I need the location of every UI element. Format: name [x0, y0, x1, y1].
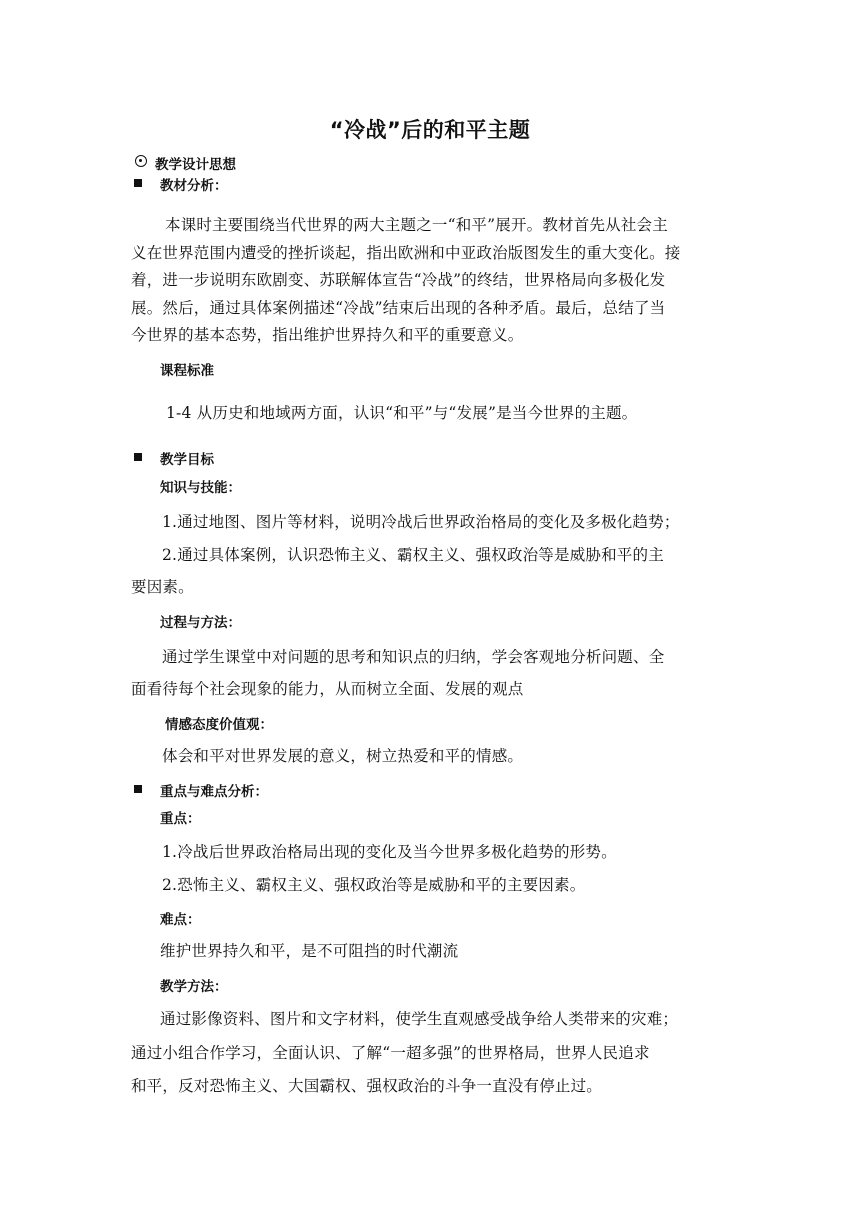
method-line-1: 通过影像资料、图片和文字材料，使学生直观感受战争给人类带来的灾难；: [160, 1010, 679, 1028]
process-line-2: 面看待每个社会现象的能力，从而树立全面、发展的观点: [131, 680, 524, 698]
key-label: 重点：: [160, 811, 201, 827]
material-label: 教材分析：: [160, 178, 228, 194]
emotion-label: 情感态度价值观：: [165, 717, 273, 733]
standard-label: 课程标准: [160, 363, 214, 379]
method-line-2: 通过小组合作学习，全面认识、了解“一超多强”的世界格局，世界人民追求: [131, 1044, 650, 1062]
emotion-text: 体会和平对世界发展的意义，树立热爱和平的情感。: [162, 747, 524, 765]
square-bullet-icon: [134, 179, 142, 187]
knowledge-line-1: 1.通过地图、图片等材料，说明冷战后世界政治格局的变化及多极化趋势；: [162, 513, 680, 531]
square-bullet-icon: [134, 453, 142, 461]
knowledge-label: 知识与技能：: [160, 480, 241, 496]
standard-text: 1-4 从历史和地域两方面，认识“和平”与“发展”是当今世界的主题。: [166, 404, 638, 422]
keypoints-heading: 重点与难点分析：: [160, 784, 268, 800]
difficult-text: 维护世界持久和平，是不可阻挡的时代潮流: [160, 942, 459, 960]
objectives-heading: 教学目标: [160, 452, 214, 468]
method-line-3: 和平，反对恐怖主义、大国霸权、强权政治的斗争一直没有停止过。: [131, 1077, 603, 1095]
knowledge-line-3: 要因素。: [131, 578, 194, 596]
key-line-2: 2.恐怖主义、霸权主义、强权政治等是威胁和平的主要因素。: [162, 876, 586, 894]
material-line-5: 今世界的基本态势，指出维护世界持久和平的重要意义。: [131, 326, 524, 344]
design-heading: 教学设计思想: [155, 157, 236, 173]
material-line-2: 义在世界范围内遭受的挫折谈起，指出欧洲和中亚政治版图发生的重大变化。接: [131, 244, 681, 262]
circle-bullet-icon: [135, 155, 147, 167]
material-line-1: 本课时主要围绕当代世界的两大主题之一“和平”展开。教材首先从社会主: [165, 216, 668, 234]
method-label: 教学方法：: [160, 979, 228, 995]
key-line-1: 1.冷战后世界政治格局出现的变化及当今世界多极化趋势的形势。: [162, 843, 617, 861]
material-line-3: 着，进一步说明东欧剧变、苏联解体宣告“冷战”的终结，世界格局向多极化发: [131, 271, 666, 289]
process-line-1: 通过学生课堂中对问题的思考和知识点的归纳，学会客观地分析问题、全: [162, 648, 665, 666]
knowledge-line-2: 2.通过具体案例，认识恐怖主义、霸权主义、强权政治等是威胁和平的主: [162, 546, 664, 564]
process-label: 过程与方法：: [160, 615, 241, 631]
material-line-4: 展。然后，通过具体案例描述“冷战”结束后出现的各种矛盾。最后，总结了当: [131, 299, 666, 317]
square-bullet-icon: [134, 785, 142, 793]
page-title: “冷战”后的和平主题: [329, 118, 531, 142]
difficult-label: 难点：: [160, 912, 201, 928]
